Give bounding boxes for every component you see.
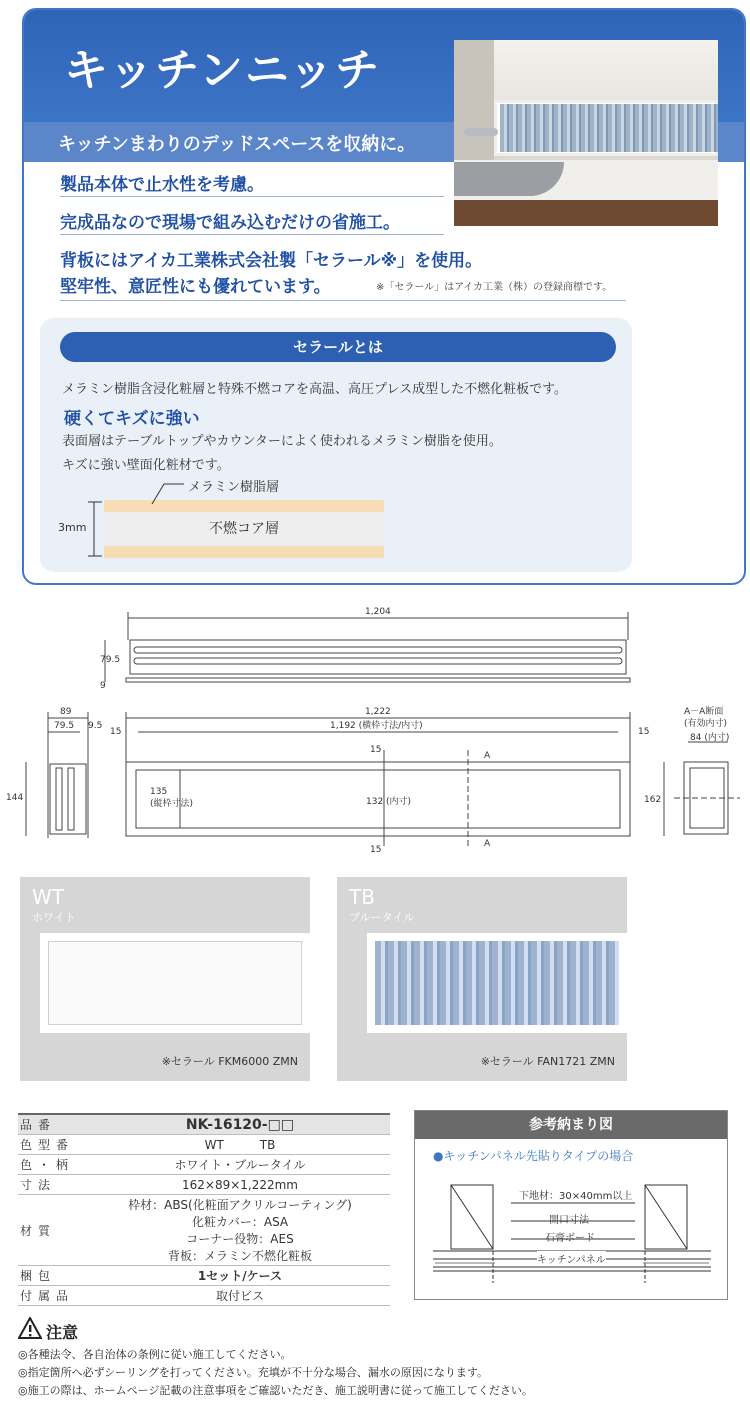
table-row: 色型番 WT TB [18, 1135, 390, 1155]
dim-front-h-total: 162 [644, 795, 662, 805]
feature-3: 背板にはアイカ工業株式会社製「セラール※」を使用。 [60, 251, 483, 271]
strength-title: 硬くてキズに強い [64, 409, 200, 429]
page-title: キッチンニッチ [64, 45, 382, 96]
reference-title: 参考納まり図 [415, 1111, 727, 1139]
strength-line-1: 表面層はテーブルトップやカウンターによく使われるメラミン樹脂を使用。 [62, 434, 502, 449]
dim-front-margin-right: 15 [638, 727, 650, 737]
divider [60, 196, 444, 197]
color-note: ※セラール FAN1721 ZMN [480, 1055, 615, 1068]
table-row: 品番 NK-16120-□□ [18, 1114, 390, 1135]
table-row: 材質 枠材：ABS(化粧面アクリルコーティング) 化粧カバー：ASA コーナー役物：AES 背板：メラミン不燃化粧板 [18, 1195, 390, 1266]
section-depth: 84 (内寸) [690, 733, 730, 743]
tb-niche-image [367, 933, 627, 1033]
color-code: WT [32, 885, 64, 909]
dim-front-h-center: 132 (内寸) [366, 797, 412, 807]
dim-front-inner: 1,192 (横枠寸法/内寸) [330, 721, 423, 731]
product-card [22, 8, 746, 585]
dim-side-w1: 79.5 [54, 721, 75, 731]
color-note: ※セラール FKM6000 ZMN [161, 1055, 298, 1068]
reference-diagram [414, 1110, 728, 1300]
table-row: 梱包 1セット/ケース [18, 1266, 390, 1286]
dim-top-h1: 79.5 [100, 655, 121, 665]
label-opening: 開口寸法 [549, 1215, 589, 1226]
thickness-label: 3mm [58, 521, 87, 534]
trademark-note: ※「セラール」はアイカ工業（株）の登録商標です。 [376, 282, 613, 293]
layer-core-label: 不燃コア層 [209, 521, 279, 537]
section-marker-bottom: A [484, 839, 491, 849]
caution-line-3: ◎施工の際は、ホームページ記載の注意事項をご確認いただき、施工説明書に従って施工してください。 [18, 1384, 533, 1397]
dim-side-w2: 9.5 [88, 721, 103, 731]
color-sample-wt [20, 877, 310, 1081]
dim-top-h2: 9 [100, 681, 106, 691]
color-name: ブルータイル [349, 911, 415, 924]
dim-front-margin-left: 15 [110, 727, 122, 737]
caution-title: 注意 [46, 1323, 79, 1342]
feature-1: 製品本体で止水性を考慮。 [60, 175, 264, 195]
color-code: TB [349, 885, 375, 909]
ceral-box [40, 318, 632, 572]
dim-front-h-inner: 135 [150, 787, 168, 797]
kitchen-photo [454, 40, 718, 226]
dim-top-width: 1,204 [365, 607, 391, 617]
section-label-2: (有効内寸) [684, 719, 728, 729]
layer-top-label: メラミン樹脂層 [188, 480, 280, 495]
dim-front-h-top: 15 [370, 745, 382, 755]
dim-front-total: 1,222 [365, 707, 391, 717]
dim-side-w: 89 [60, 707, 72, 717]
color-sample-tb [337, 877, 627, 1081]
caution-line-2: ◎指定箇所へ必ずシーリングを打ってください。充填が不十分な場合、漏水の原因になります。 [18, 1366, 489, 1379]
dim-front-h-bottom: 15 [370, 845, 382, 855]
feature-4: 堅牢性、意匠性にも優れています。 [60, 277, 331, 297]
ceral-heading: セラールとは [60, 332, 616, 362]
ceral-description: メラミン樹脂含浸化粧層と特殊不燃コアを高温、高圧プレス成型した不燃化粧板です。 [62, 382, 568, 397]
table-row: 寸法 162×89×1,222mm [18, 1175, 390, 1195]
warning-icon [18, 1317, 42, 1339]
table-row: 色・柄 ホワイト・ブルータイル [18, 1155, 390, 1175]
reference-subtitle: ●キッチンパネル先貼りタイプの場合 [433, 1149, 634, 1163]
color-name: ホワイト [32, 911, 76, 924]
reference-drawing [415, 1111, 729, 1301]
spec-table [18, 1113, 390, 1306]
strength-line-2: キズに強い壁面化粧材です。 [62, 458, 230, 473]
wt-niche-image [40, 933, 310, 1033]
label-gypsum-board: 石膏ボード [545, 1233, 595, 1244]
label-kitchen-panel: キッチンパネル [537, 1251, 606, 1266]
divider [60, 234, 444, 235]
dim-side-h: 144 [6, 793, 24, 803]
page-subtitle: キッチンまわりのデッドスペースを収納に。 [58, 134, 416, 155]
section-label-1: A－A断面 [684, 707, 724, 717]
divider [60, 300, 626, 301]
table-row: 付属品 取付ビス [18, 1286, 390, 1306]
feature-2: 完成品なので現場で組み込むだけの省施工。 [60, 213, 400, 233]
dim-front-h-inner-note: (縦枠寸法) [150, 799, 194, 809]
section-marker-top: A [484, 751, 491, 761]
label-base-material: 下地材：30×40mm以上 [519, 1191, 633, 1202]
caution-line-1: ◎各種法令、各自治体の条例に従い施工してください。 [18, 1348, 292, 1361]
technical-drawing [0, 600, 750, 860]
layer-leader-lines [40, 318, 632, 572]
